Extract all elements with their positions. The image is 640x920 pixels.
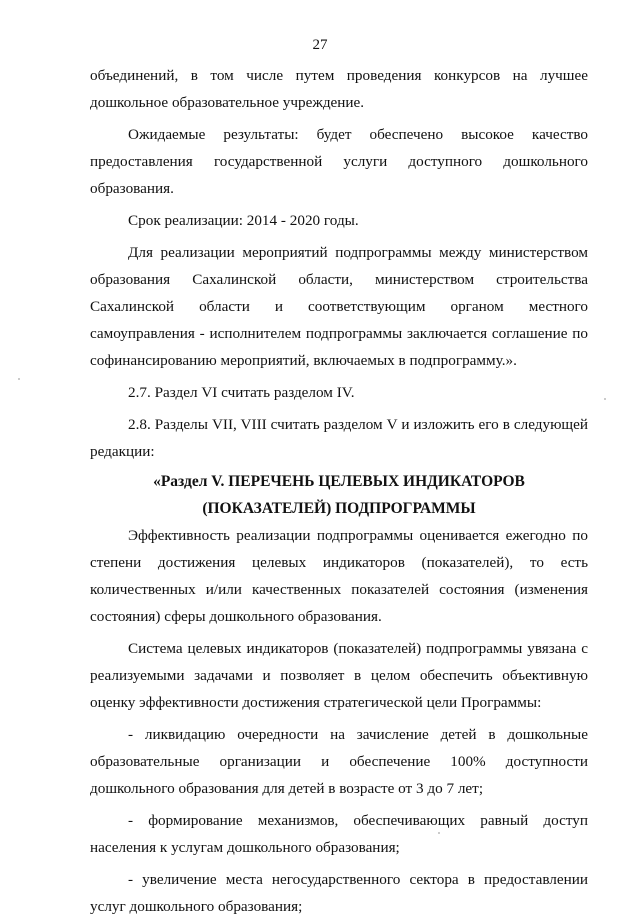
paragraph-item-2-7: 2.7. Раздел VI считать разделом IV. bbox=[128, 384, 355, 401]
paragraph-expected-results: Ожидаемые результаты: будет обеспечено высокое качество предоставления государственной услуги доступного дошкольного образования. bbox=[90, 126, 588, 197]
section-heading-line-2: (ПОКАЗАТЕЛЕЙ) ПОДПРОГРАММЫ bbox=[202, 500, 476, 517]
paragraph-agreement: Для реализации мероприятий подпрограммы между министерством образования Сахалинской области, министерством строительства Сахалинской области и соответствующим органом местного самоуправления - исполнителем подпрограммы заключается соглашение по софинансированию мероприятий, включаемых в подпрограмму.». bbox=[90, 244, 588, 369]
paragraph-implementation-period: Срок реализации: 2014 - 2020 годы. bbox=[128, 212, 359, 229]
scan-speck bbox=[604, 398, 606, 400]
paragraph-continuation: объединений, в том числе путем проведения конкурсов на лучшее дошкольное образовательное учреждение. bbox=[90, 67, 588, 111]
section-heading bbox=[90, 468, 588, 522]
paragraph-item-2-8: 2.8. Разделы VII, VIII считать разделом V и изложить его в следующей редакции: bbox=[90, 416, 588, 460]
list-item-queue-liquidation: - ликвидацию очередности на зачисление детей в дошкольные образовательные организации и обеспечение 100% доступности дошкольного образования для детей в возрасте от 3 до 7 лет; bbox=[90, 726, 588, 797]
list-item-non-state-sector: - увеличение места негосударственного сектора в предоставлении услуг дошкольного образования; bbox=[90, 871, 588, 915]
section-heading-line-1: «Раздел V. ПЕРЕЧЕНЬ ЦЕЛЕВЫХ ИНДИКАТОРОВ bbox=[153, 473, 525, 490]
page-number: 27 bbox=[312, 37, 328, 53]
scan-speck bbox=[18, 378, 20, 380]
list-item-equal-access: - формирование механизмов, обеспечивающих равный доступ населения к услугам дошкольного образования; bbox=[90, 812, 588, 856]
paragraph-efficiency: Эффективность реализации подпрограммы оценивается ежегодно по степени достижения целевых индикаторов (показателей), то есть количественных и/или качественных показателей состояния (изменения состояния) сферы дошкольного образования. bbox=[90, 527, 588, 625]
scan-speck bbox=[438, 832, 440, 834]
paragraph-indicator-system: Система целевых индикаторов (показателей) подпрограммы увязана с реализуемыми задачами и позволяет в целом обеспечить объективную оценку эффективности достижения стратегической цели Программы: bbox=[90, 640, 588, 711]
document-body bbox=[90, 62, 588, 920]
